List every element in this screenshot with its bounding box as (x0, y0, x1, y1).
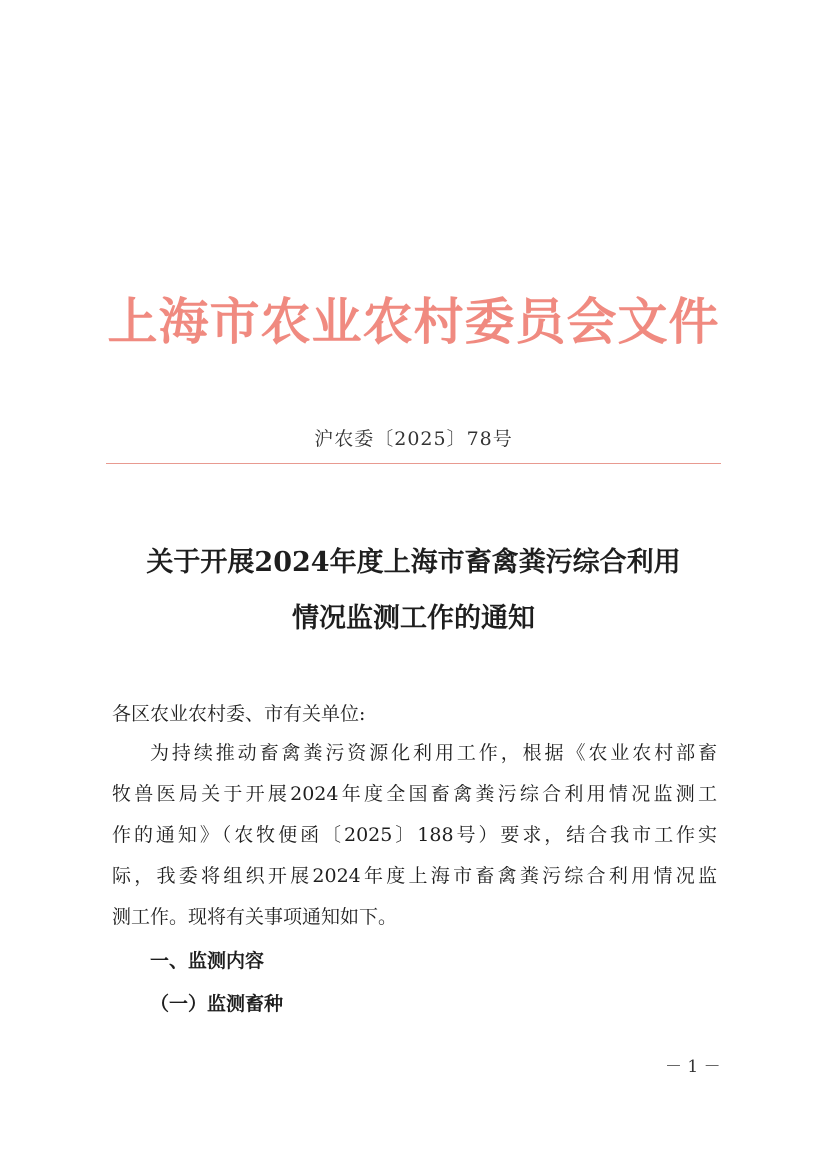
paragraph-line: 际，我委将组织开展2024年度上海市畜禽粪污综合利用情况监 (112, 865, 717, 887)
page-number: － 1 － (665, 1057, 721, 1077)
addressee-line: 各区农业农村委、市有关单位: (112, 703, 366, 725)
paragraph-line: 牧兽医局关于开展2024年度全国畜禽粪污综合利用情况监测工 (112, 783, 717, 805)
header-divider-rule (106, 463, 721, 464)
section-heading: 一、监测内容 (150, 950, 265, 972)
subsection-heading: （一）监测畜种 (150, 993, 284, 1015)
paragraph-line: 作的通知》（农牧便函〔2025〕188号）要求，结合我市工作实 (112, 824, 717, 846)
agency-header-title: 上海市农业农村委员会文件 (107, 292, 720, 351)
notice-title-line-2: 情况监测工作的通知 (292, 603, 535, 634)
document-number: 沪农委〔2025〕78号 (314, 428, 513, 450)
notice-title-line-1: 关于开展2024年度上海市畜禽粪污综合利用 (146, 547, 681, 578)
paragraph-line: 为持续推动畜禽粪污资源化利用工作，根据《农业农村部畜 (150, 742, 717, 764)
paragraph-line: 测工作。现将有关事项通知如下。 (112, 906, 398, 928)
